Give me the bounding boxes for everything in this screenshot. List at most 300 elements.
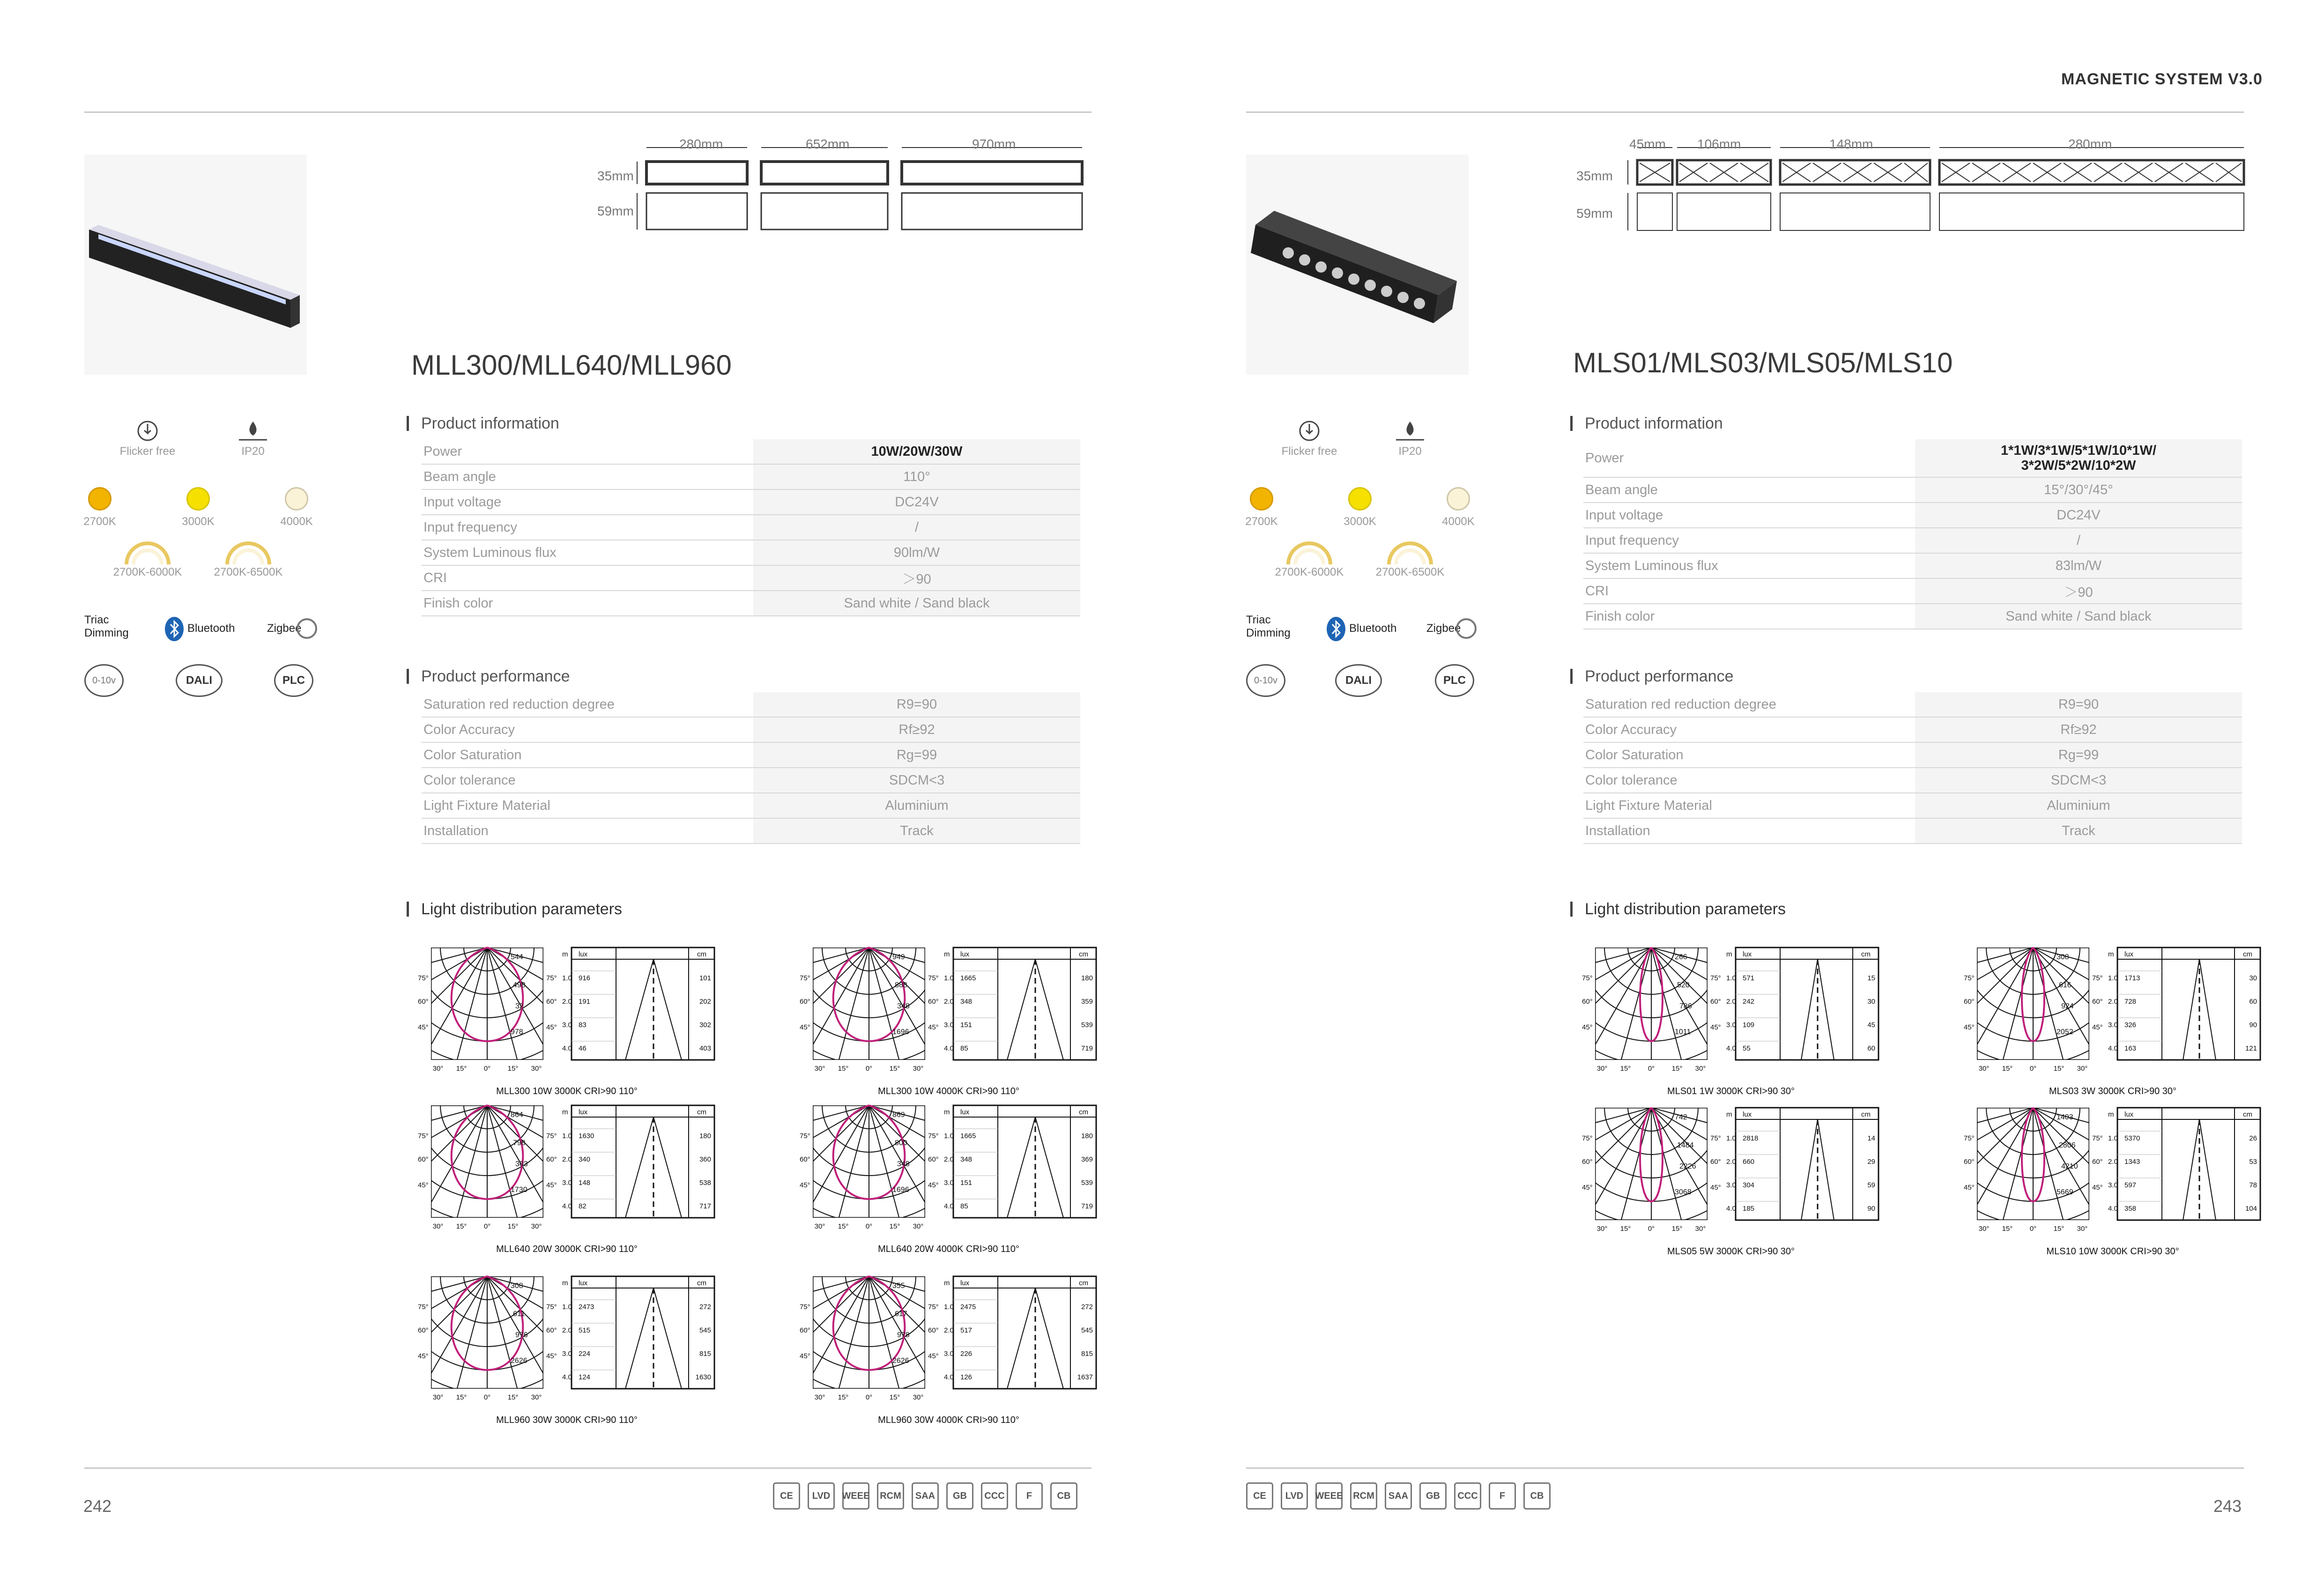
zigbee-icon (295, 615, 319, 645)
dim-0-10v-label: 0-10v (92, 675, 116, 686)
flicker-free-label: Flicker free (1281, 445, 1337, 458)
lux-value: 2475 (960, 1303, 976, 1311)
ip20-icon (1394, 419, 1426, 445)
bluetooth-label: Bluetooth (187, 622, 235, 635)
table-row (1583, 477, 2242, 503)
angle-label: 60° (418, 1326, 429, 1334)
cct-4000k-label: 4000K (1442, 515, 1475, 528)
table-row (1583, 793, 2242, 818)
distance-value: 2.0 (944, 1326, 954, 1334)
cm-value: 90 (2249, 1021, 2257, 1029)
spec-key: Installation (1583, 818, 1915, 844)
angle-label: 45° (1582, 1184, 1593, 1192)
table-row (422, 540, 1080, 565)
spec-value: Track (753, 818, 1080, 844)
distance-value: 4.0 (944, 1373, 954, 1381)
angle-label: 15° (456, 1065, 467, 1073)
lux-value: 126 (960, 1373, 973, 1381)
cm-value: 815 (699, 1350, 711, 1358)
cm-value: 29 (1867, 1158, 1875, 1166)
certification-badge: RCM (877, 1482, 904, 1510)
lux-label: lux (1743, 1111, 1752, 1118)
lux-value: 358 (2124, 1205, 2137, 1213)
curve-mark: 1696 (892, 1186, 909, 1194)
spec-key: Saturation red reduction degree (1583, 692, 1915, 717)
cm-value: 539 (1081, 1179, 1093, 1187)
angle-label: 45° (1710, 1184, 1721, 1192)
angle-label: 75° (928, 974, 939, 982)
angle-label: 15° (507, 1393, 519, 1401)
lux-value: 1343 (2124, 1158, 2140, 1166)
certification-badge: WEEE (842, 1482, 869, 1510)
lux-table (2117, 948, 2260, 1060)
lux-label: lux (960, 1279, 970, 1287)
cm-value: 545 (1081, 1326, 1093, 1334)
distance-value: 1.0 (944, 1132, 954, 1140)
angle-label: 15° (1620, 1225, 1631, 1233)
distance-value: 1.0 (944, 1303, 954, 1311)
ip20-label: IP20 (1398, 445, 1422, 458)
angle-label: 75° (800, 974, 810, 982)
cct-4000k-label: 4000K (280, 515, 313, 528)
cct-3000k-swatch (1348, 487, 1372, 511)
cct-3000k-label: 3000K (182, 515, 215, 528)
cm-label: cm (2243, 1111, 2252, 1118)
spec-value: DC24V (753, 489, 1080, 515)
lux-value: 348 (960, 1155, 973, 1163)
diagram-caption: MLL640 20W 4000K CRI>90 110° (878, 1244, 1019, 1254)
angle-label: 60° (800, 1326, 810, 1334)
spec-value: Track (1915, 818, 2242, 844)
cm-value: 90 (1867, 1205, 1875, 1213)
angle-label: 60° (418, 998, 429, 1006)
angle-label: 45° (1582, 1023, 1593, 1031)
lux-value: 226 (960, 1350, 973, 1358)
table-row (422, 565, 1080, 591)
distance-value: 3.0 (2108, 1021, 2118, 1029)
peak-value: 308 (2057, 953, 2069, 961)
cm-label: cm (2243, 950, 2252, 958)
lux-value: 151 (960, 1179, 973, 1187)
angle-label: 45° (800, 1352, 810, 1360)
table-row (1583, 692, 2242, 717)
distance-value: 3.0 (2108, 1181, 2118, 1189)
distance-value: 4.0 (562, 1202, 572, 1210)
light-distribution-diagram (799, 945, 1099, 1100)
spec-value: Sand white / Sand black (1915, 604, 2242, 629)
angle-label: 30° (432, 1222, 444, 1230)
angle-label: 60° (1582, 998, 1593, 1006)
angle-label: 15° (889, 1065, 900, 1073)
distance-value: 3.0 (562, 1179, 572, 1187)
angle-label: 60° (1964, 1158, 1975, 1166)
lux-value: 191 (579, 998, 591, 1006)
peak-value: 1403 (2057, 1113, 2073, 1121)
distance-value: 1.0 (562, 1132, 572, 1140)
angle-label: 0° (1648, 1065, 1655, 1073)
curve-mark: 888 (895, 981, 907, 989)
product-image-spot (1246, 155, 1469, 375)
table-row (422, 591, 1080, 616)
angle-label: 30° (432, 1065, 444, 1073)
curve-mark: 498 (513, 981, 526, 989)
angle-label: 75° (800, 1303, 810, 1311)
table-row (1583, 742, 2242, 768)
cm-value: 180 (699, 1132, 711, 1140)
power-line-1: 1*1W/3*1W/5*1W/10*1W/ (2000, 443, 2156, 458)
cm-value: 15 (1867, 974, 1875, 982)
certification-badge: F (1016, 1482, 1043, 1510)
distance-value: 2.0 (2108, 998, 2118, 1006)
angle-label: 45° (418, 1352, 429, 1360)
lux-value: 46 (579, 1044, 587, 1052)
angle-label: 60° (928, 998, 939, 1006)
peak-value: 864 (511, 1111, 523, 1119)
angle-label: 75° (1710, 1134, 1721, 1142)
cm-label: cm (1079, 1279, 1088, 1287)
cm-value: 104 (2245, 1205, 2257, 1213)
angle-label: 0° (865, 1393, 873, 1401)
angle-label: 45° (418, 1023, 429, 1031)
light-distribution-diagram (417, 945, 717, 1100)
spec-key: Installation (422, 818, 753, 844)
distance-value: 1.0 (1726, 974, 1736, 982)
angle-label: 60° (800, 998, 810, 1006)
distance-value: 1.0 (2108, 1134, 2118, 1142)
spec-key: Light Fixture Material (1583, 793, 1915, 818)
curve-mark: 2806 (2059, 1141, 2076, 1149)
distance-value: 4.0 (562, 1373, 572, 1381)
spec-key: Beam angle (422, 464, 753, 489)
m-label: m (1726, 950, 1732, 958)
spec-value: / (1915, 528, 2242, 553)
spec-value: ＞90 (1915, 578, 2242, 604)
certification-badge: LVD (1281, 1482, 1308, 1510)
angle-label: 15° (889, 1222, 900, 1230)
dim-h2: 59mm (1576, 206, 1613, 221)
distance-value: 3.0 (1726, 1181, 1736, 1189)
angle-label: 0° (1648, 1225, 1655, 1233)
certification-badge: WEEE (1315, 1482, 1343, 1510)
product-info-heading: Product information (1570, 415, 1723, 433)
angle-label: 0° (2029, 1065, 2037, 1073)
spec-key: Color tolerance (1583, 768, 1915, 793)
spec-key: Finish color (1583, 604, 1915, 629)
angle-label: 45° (1964, 1023, 1975, 1031)
angle-label: 75° (1710, 974, 1721, 982)
cm-value: 53 (2249, 1158, 2257, 1166)
lux-value: 2473 (579, 1303, 594, 1311)
spec-value: Rf≥92 (753, 717, 1080, 742)
dim-w3: 148mm (1829, 137, 1873, 151)
cm-label: cm (1861, 1111, 1871, 1118)
spec-key: Color Accuracy (1583, 717, 1915, 742)
angle-label: 30° (2077, 1225, 2088, 1233)
distance-value: 4.0 (2108, 1205, 2118, 1213)
distance-value: 2.0 (562, 1326, 572, 1334)
product-performance-heading: Product performance (1570, 667, 1734, 686)
cm-value: 60 (2249, 998, 2257, 1006)
dim-w1: 280mm (679, 137, 723, 151)
peak-value: 544 (511, 953, 523, 961)
table-row (422, 692, 1080, 717)
cm-value: 30 (1867, 998, 1875, 1006)
zigbee-label: Zigbee (267, 622, 302, 635)
table-row (422, 489, 1080, 515)
diagram-caption: MLL960 30W 4000K CRI>90 110° (878, 1415, 1019, 1425)
spec-value: 90lm/W (753, 540, 1080, 565)
lux-value: 224 (579, 1350, 591, 1358)
angle-label: 60° (928, 1326, 939, 1334)
distance-value: 2.0 (944, 998, 954, 1006)
cm-value: 815 (1081, 1350, 1093, 1358)
angle-label: 30° (531, 1065, 542, 1073)
cct-4000k-swatch (285, 487, 308, 511)
curve-mark: 520 (1677, 981, 1690, 989)
table-row (422, 742, 1080, 768)
angle-label: 60° (546, 998, 557, 1006)
certification-badge: CE (1246, 1482, 1273, 1510)
angle-label: 60° (546, 1155, 557, 1163)
plc-icon (274, 664, 313, 697)
curve-mark: 617 (895, 1310, 907, 1318)
cm-value: 545 (699, 1326, 711, 1334)
light-distribution-heading: Light distribution parameters (407, 900, 622, 918)
diagram-caption: MLL960 30W 3000K CRI>90 110° (496, 1415, 638, 1425)
cct-3000k-swatch (186, 487, 210, 511)
lux-value: 85 (960, 1202, 968, 1210)
cm-label: cm (697, 1279, 706, 1287)
distance-value: 4.0 (1726, 1044, 1736, 1052)
angle-label: 15° (507, 1222, 519, 1230)
curve-mark: 1730 (511, 1186, 527, 1194)
cm-value: 719 (1081, 1202, 1093, 1210)
lux-value: 55 (1743, 1044, 1751, 1052)
distance-value: 4.0 (944, 1044, 954, 1052)
certification-badge: CB (1523, 1482, 1551, 1510)
angle-label: 75° (546, 974, 557, 982)
power-line-2: 3*2W/5*2W/10*2W (2021, 458, 2136, 473)
lux-value: 1630 (579, 1132, 594, 1140)
system-title: MAGNETIC SYSTEM V3.0 (2061, 70, 2263, 88)
top-rule-right (1246, 111, 2244, 113)
curve-mark: 303 (515, 1160, 528, 1168)
lux-label: lux (579, 950, 588, 958)
spec-key: Finish color (422, 591, 753, 616)
lux-value: 1713 (2124, 974, 2140, 982)
angle-label: 60° (1710, 1158, 1721, 1166)
angle-label: 60° (800, 1155, 810, 1163)
angle-label: 0° (483, 1393, 491, 1401)
cm-value: 539 (1081, 1021, 1093, 1029)
angle-label: 75° (418, 974, 429, 982)
angle-label: 75° (928, 1132, 939, 1140)
angle-label: 15° (2053, 1065, 2064, 1073)
distance-value: 2.0 (1726, 1158, 1736, 1166)
curve-mark: 4210 (2061, 1162, 2078, 1170)
lux-value: 728 (2124, 998, 2137, 1006)
cm-value: 60 (1867, 1044, 1875, 1052)
product-performance-table (1583, 692, 2242, 844)
flicker-free-label: Flicker free (119, 445, 176, 458)
certification-badge: CE (773, 1482, 800, 1510)
angle-label: 75° (1964, 974, 1975, 982)
lux-table (953, 948, 1096, 1060)
certification-badge: SAA (1385, 1482, 1412, 1510)
lux-value: 571 (1743, 974, 1755, 982)
spec-value: / (753, 515, 1080, 540)
distance-value: 3.0 (944, 1021, 954, 1029)
angle-label: 15° (838, 1222, 849, 1230)
spec-value: ＞90 (753, 565, 1080, 591)
angle-label: 45° (546, 1181, 557, 1189)
angle-label: 75° (418, 1303, 429, 1311)
curve-mark: 978 (511, 1028, 523, 1036)
curve-mark: 978 (897, 1331, 910, 1339)
table-row (1583, 717, 2242, 742)
cm-value: 180 (1081, 974, 1093, 982)
curve-mark: 798 (513, 1139, 526, 1147)
angle-label: 30° (1596, 1225, 1608, 1233)
cm-value: 30 (2249, 974, 2257, 982)
dali-icon (1335, 664, 1382, 697)
table-row (422, 818, 1080, 844)
angle-label: 15° (456, 1393, 467, 1401)
angle-label: 15° (2002, 1225, 2013, 1233)
diagram-caption: MLS10 10W 3000K CRI>90 30° (2046, 1246, 2179, 1257)
lux-value: 242 (1743, 998, 1755, 1006)
lux-value: 185 (1743, 1205, 1755, 1213)
diagram-caption: MLS01 1W 3000K CRI>90 30° (1667, 1086, 1795, 1096)
curve-mark: 5669 (2057, 1188, 2073, 1196)
cm-value: 302 (699, 1021, 711, 1029)
angle-label: 15° (2002, 1065, 2013, 1073)
certification-badge: CCC (1454, 1482, 1481, 1510)
dim-w4: 280mm (2068, 137, 2112, 151)
curve-mark: 616 (2059, 981, 2072, 989)
angle-label: 45° (546, 1023, 557, 1031)
m-label: m (562, 950, 568, 958)
dim-w1: 45mm (1629, 137, 1666, 151)
distance-value: 3.0 (944, 1350, 954, 1358)
angle-label: 30° (913, 1222, 924, 1230)
cct-range-1: 2700K-6000K (1275, 566, 1344, 578)
cct-range-icon (1387, 539, 1433, 569)
lux-value: 85 (960, 1044, 968, 1052)
curve-mark: 2626 (511, 1357, 527, 1365)
angle-label: 30° (814, 1065, 825, 1073)
spec-value: Rg=99 (753, 742, 1080, 768)
light-distribution-diagram (1581, 945, 1881, 1100)
spec-key: Light Fixture Material (422, 793, 753, 818)
diagram-caption: MLL300 10W 3000K CRI>90 110° (496, 1086, 638, 1096)
angle-label: 60° (1710, 998, 1721, 1006)
spec-key: System Luminous flux (1583, 553, 1915, 578)
angle-label: 30° (1978, 1065, 1990, 1073)
lux-value: 151 (960, 1021, 973, 1029)
lux-value: 916 (579, 974, 591, 982)
cct-3000k-label: 3000K (1344, 515, 1376, 528)
angle-label: 30° (2077, 1065, 2088, 1073)
cm-value: 538 (699, 1179, 711, 1187)
lux-value: 2818 (1743, 1134, 1759, 1142)
cct-4000k-swatch (1447, 487, 1470, 511)
distance-value: 2.0 (944, 1155, 954, 1163)
spec-key: CRI (1583, 578, 1915, 604)
angle-label: 15° (838, 1393, 849, 1401)
table-row (1583, 578, 2242, 604)
peak-value: 266 (1675, 953, 1687, 961)
model-title: MLL300/MLL640/MLL960 (411, 349, 732, 381)
spec-key: Power (422, 439, 753, 464)
spec-key: Input frequency (422, 515, 753, 540)
m-label: m (2108, 1111, 2114, 1118)
curve-mark: 611 (513, 1310, 525, 1318)
angle-label: 75° (418, 1132, 429, 1140)
page-number-right: 243 (2213, 1496, 2242, 1516)
distance-value: 4.0 (1726, 1205, 1736, 1213)
angle-label: 60° (2092, 998, 2103, 1006)
distance-value: 1.0 (1726, 1134, 1736, 1142)
table-row (1583, 553, 2242, 578)
lux-label: lux (1743, 950, 1752, 958)
spec-value: 15°/30°/45° (1915, 477, 2242, 503)
cm-value: 202 (699, 998, 711, 1006)
angle-label: 15° (507, 1065, 519, 1073)
lux-table (572, 1276, 714, 1389)
certification-badge: CB (1050, 1482, 1077, 1510)
lux-value: 148 (579, 1179, 591, 1187)
distance-value: 3.0 (1726, 1021, 1736, 1029)
angle-label: 0° (865, 1222, 873, 1230)
cct-2700k-swatch (88, 487, 111, 511)
cm-value: 717 (699, 1202, 711, 1210)
bottom-rule-right (1246, 1467, 2244, 1469)
angle-label: 15° (838, 1065, 849, 1073)
certification-badge: GB (946, 1482, 973, 1510)
peak-value: 949 (892, 953, 905, 961)
table-row (1583, 439, 2242, 477)
lux-table (1736, 1108, 1879, 1220)
lux-value: 515 (579, 1326, 591, 1334)
curve-mark: 348 (897, 1160, 910, 1168)
table-row (1583, 528, 2242, 553)
product-image-linear (84, 155, 307, 375)
product-info-table (1583, 439, 2242, 629)
cct-range-1: 2700K-6000K (113, 566, 182, 578)
angle-label: 45° (1710, 1023, 1721, 1031)
curve-mark: 2052 (2057, 1028, 2073, 1036)
table-row (1583, 503, 2242, 528)
light-distribution-diagram (417, 1103, 717, 1258)
angle-label: 75° (1964, 1134, 1975, 1142)
distance-value: 3.0 (562, 1021, 572, 1029)
cct-range-icon (1286, 539, 1333, 569)
lux-table (953, 1105, 1096, 1218)
distance-value: 2.0 (2108, 1158, 2118, 1166)
angle-label: 15° (1671, 1065, 1683, 1073)
cm-value: 180 (1081, 1132, 1093, 1140)
angle-label: 60° (928, 1155, 939, 1163)
lux-table (572, 1105, 714, 1218)
distance-value: 1.0 (2108, 974, 2118, 982)
zigbee-label: Zigbee (1426, 622, 1461, 635)
angle-label: 75° (1582, 974, 1593, 982)
angle-label: 60° (2092, 1158, 2103, 1166)
cm-value: 360 (699, 1155, 711, 1163)
angle-label: 0° (483, 1065, 491, 1073)
curve-mark: 786 (1679, 1002, 1692, 1010)
